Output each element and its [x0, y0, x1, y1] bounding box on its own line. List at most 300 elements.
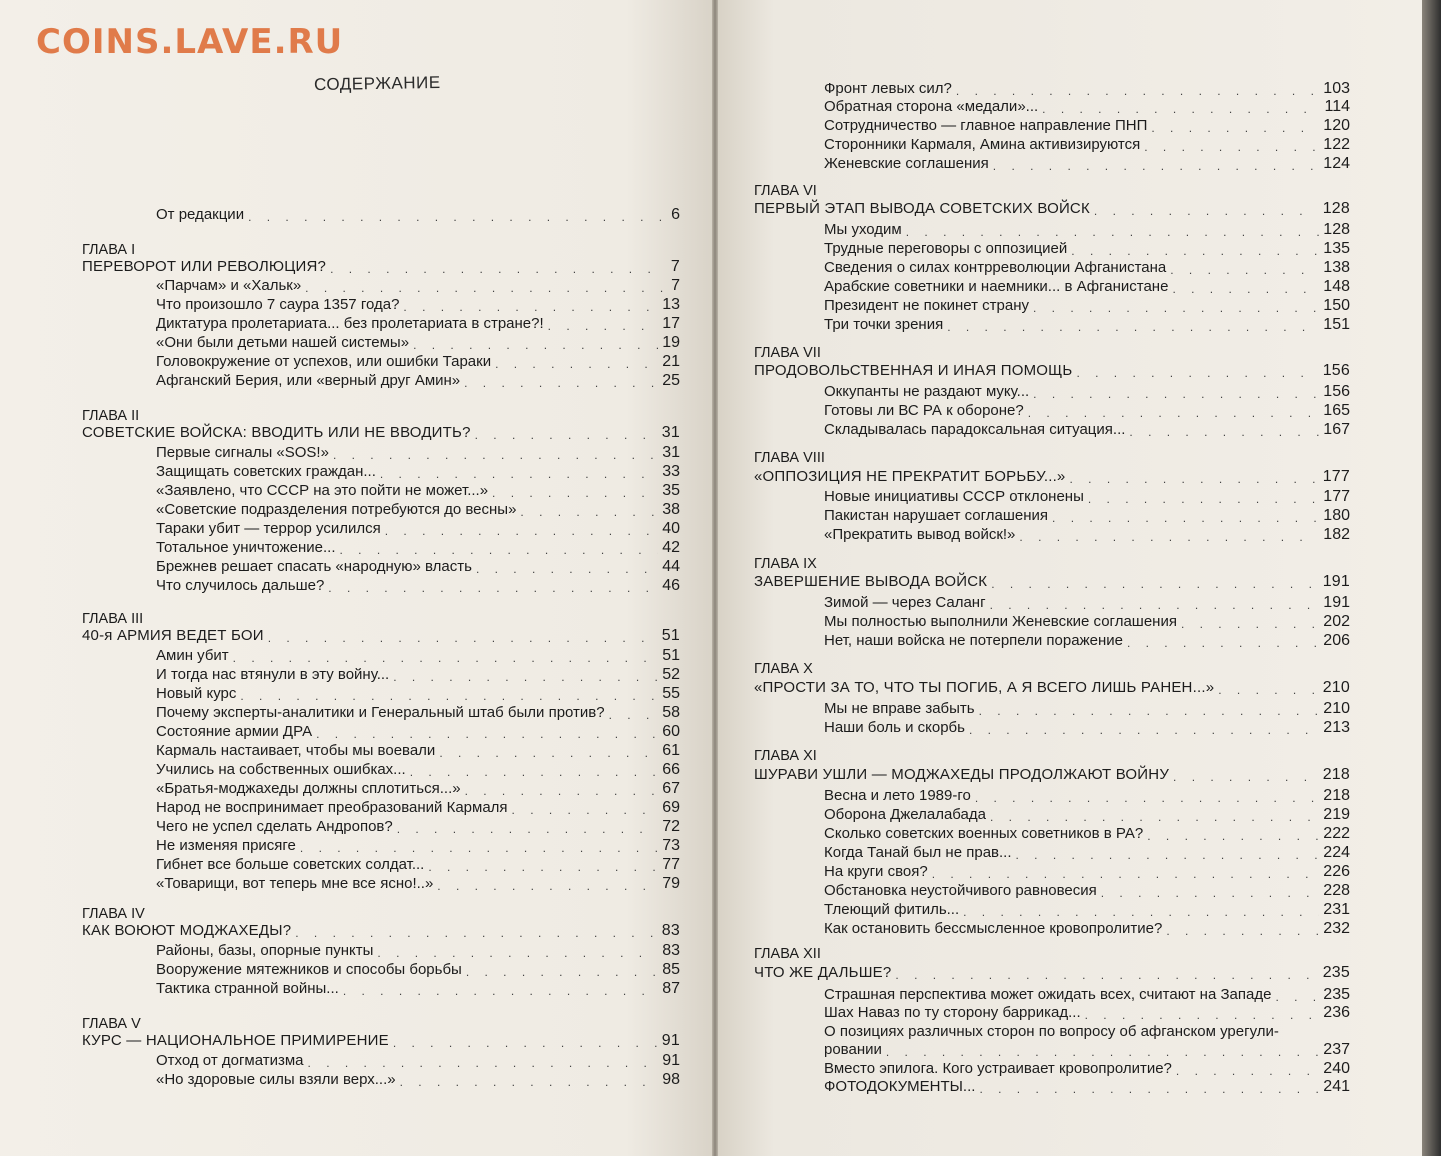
leader-dots — [305, 281, 667, 295]
entry-title: Пакистан нарушает соглашения — [824, 507, 1049, 524]
toc-entry — [156, 961, 680, 979]
page-number: 58 — [662, 704, 680, 721]
toc-entry — [156, 1071, 680, 1089]
toc-entry — [156, 577, 680, 595]
page-number: 222 — [1323, 825, 1350, 842]
entry-title: ГЛАВА XI — [754, 748, 817, 764]
leader-dots — [1173, 770, 1319, 784]
leader-dots — [520, 505, 658, 519]
toc-entry — [156, 520, 680, 538]
toc-entry — [824, 221, 1350, 239]
leader-dots — [410, 765, 659, 779]
entry-title: Почему эксперты-аналитики и Генеральный штаб были против? — [156, 704, 605, 721]
toc-entry — [824, 383, 1350, 401]
toc-entry — [156, 856, 680, 874]
page-number: 33 — [662, 463, 680, 480]
page-number: 21 — [662, 353, 680, 370]
toc-entry — [824, 488, 1350, 506]
entry-title: Тлеющий фитиль... — [824, 901, 960, 918]
page-number: 35 — [662, 482, 680, 499]
toc-title: СОДЕРЖАНИЕ — [313, 72, 441, 95]
leader-dots — [343, 984, 658, 998]
entry-title: Мы не вправе забыть — [824, 700, 975, 717]
chapter-label — [754, 945, 1350, 963]
page-number: 120 — [1323, 117, 1350, 134]
page-number: 226 — [1323, 863, 1350, 880]
leader-dots — [1071, 244, 1319, 258]
leader-dots — [393, 1036, 658, 1050]
toc-entry — [824, 787, 1350, 805]
leader-dots — [413, 338, 658, 352]
leader-dots — [465, 784, 659, 798]
page-number: 182 — [1323, 526, 1350, 543]
leader-dots — [333, 448, 658, 462]
leader-dots — [330, 262, 667, 276]
toc-entry — [156, 742, 680, 760]
page-number: 38 — [662, 501, 680, 518]
toc-entry — [824, 316, 1350, 334]
entry-title: ПРОДОВОЛЬСТВЕННАЯ И ИНАЯ ПОМОЩЬ — [754, 362, 1073, 379]
toc-entry — [824, 986, 1350, 1004]
toc-entry — [824, 297, 1350, 315]
page-number: 151 — [1323, 316, 1350, 333]
entry-title: ПЕРВЫЙ ЭТАП ВЫВОДА СОВЕТСКИХ ВОЙСК — [754, 200, 1090, 217]
toc-entry — [824, 1041, 1350, 1059]
toc-entry — [824, 80, 1350, 98]
toc-entry — [824, 278, 1350, 296]
chapter-title-row — [82, 258, 680, 276]
page-number: 72 — [662, 818, 680, 835]
leader-dots — [1042, 102, 1320, 116]
leader-dots — [397, 822, 658, 836]
toc-entry — [156, 666, 680, 684]
page-number: 122 — [1323, 136, 1350, 153]
entry-title: Мы полностью выполнили Женевские соглашения — [824, 613, 1177, 630]
entry-title: ГЛАВА V — [82, 1016, 141, 1032]
toc-entry — [156, 463, 680, 481]
leader-dots — [328, 581, 658, 595]
entry-title: Женевские соглашения — [824, 155, 989, 172]
page-number: 42 — [662, 539, 680, 556]
leader-dots — [1019, 530, 1319, 544]
leader-dots — [969, 723, 1319, 737]
page-number: 73 — [662, 837, 680, 854]
chapter-title-row — [754, 964, 1350, 982]
page-number: 91 — [662, 1052, 680, 1069]
leader-dots — [1127, 636, 1319, 650]
page-number: 31 — [661, 424, 680, 441]
leader-dots — [428, 860, 658, 874]
page-number: 31 — [662, 444, 680, 461]
leader-dots — [1033, 387, 1319, 401]
leader-dots — [476, 562, 658, 576]
page-number: 51 — [662, 647, 680, 664]
toc-entry — [824, 1060, 1350, 1078]
page-number: 165 — [1323, 402, 1350, 419]
toc-entry — [156, 704, 680, 722]
entry-title: 40-я АРМИЯ ВЕДЕТ БОИ — [82, 627, 264, 644]
leader-dots — [1129, 425, 1319, 439]
leader-dots — [1088, 492, 1319, 506]
entry-title: Диктатура пролетариата... без пролетариата в стране?! — [156, 315, 544, 332]
chapter-label — [754, 555, 1350, 573]
leader-dots — [492, 486, 658, 500]
toc-entry — [156, 539, 680, 557]
entry-title: КУРС — НАЦИОНАЛЬНОЕ ПРИМИРЕНИЕ — [82, 1032, 389, 1049]
entry-title: ЗАВЕРШЕНИЕ ВЫВОДА ВОЙСК — [754, 573, 988, 590]
entry-title: Тотальное уничтожение... — [156, 539, 336, 556]
entry-title: Нет, наши войска не потерпели поражение — [824, 632, 1123, 649]
page-number: 156 — [1323, 383, 1350, 400]
entry-title: На круги своя? — [824, 863, 928, 880]
entry-title: СОВЕТСКИЕ ВОЙСКА: ВВОДИТЬ ИЛИ НЕ ВВОДИТЬ? — [82, 424, 471, 441]
entry-title: ЧТО ЖЕ ДАЛЬШЕ? — [754, 964, 892, 981]
entry-title: Гибнет все больше советских солдат... — [156, 856, 425, 873]
page-number: 167 — [1323, 421, 1350, 438]
chapter-title-row — [754, 766, 1350, 784]
entry-title: Состояние армии ДРА — [156, 723, 313, 740]
entry-title: Головокружение от успехов, или ошибки Тараки — [156, 353, 492, 370]
entry-title: Афганский Берия, или «верный друг Амин» — [156, 372, 461, 389]
page-edge — [1422, 0, 1441, 1156]
toc-entry — [824, 117, 1350, 135]
toc-entry — [824, 806, 1350, 824]
chapter-label — [754, 182, 1350, 200]
page-number: 52 — [662, 666, 680, 683]
entry-title: Как остановить бессмысленное кровопролитие? — [824, 920, 1163, 937]
leader-dots — [932, 867, 1320, 881]
leader-dots — [991, 577, 1318, 591]
page-number: 236 — [1323, 1004, 1350, 1021]
leader-dots — [1144, 140, 1319, 154]
page-number: 206 — [1323, 632, 1350, 649]
page-number: 19 — [662, 334, 680, 351]
page-number: 237 — [1323, 1041, 1350, 1058]
page-number: 177 — [1323, 488, 1350, 505]
page-number: 124 — [1323, 155, 1350, 172]
page-number: 202 — [1323, 613, 1350, 630]
leader-dots — [268, 631, 658, 645]
toc-entry — [824, 700, 1350, 718]
entry-title: Вооружение мятежников и способы борьбы — [156, 961, 462, 978]
entry-title: ГЛАВА XII — [754, 946, 821, 962]
page-number: 46 — [662, 577, 680, 594]
leader-dots — [990, 810, 1319, 824]
entry-title: Мы уходим — [824, 221, 902, 238]
leader-dots — [609, 708, 659, 722]
entry-title: Тактика странной войны... — [156, 980, 339, 997]
toc-entry — [824, 863, 1350, 881]
toc-entry — [824, 1004, 1350, 1022]
leader-dots — [248, 210, 667, 224]
toc-entry — [156, 296, 680, 314]
entry-title: Сторонники Кармаля, Амина активизируются — [824, 136, 1141, 153]
leader-dots — [316, 727, 658, 741]
toc-entry — [156, 206, 680, 224]
entry-title: Оккупанты не раздают муку... — [824, 383, 1030, 400]
toc-entry — [824, 402, 1350, 420]
entry-title: Брежнев решает спасать «народную» власть — [156, 558, 472, 575]
entry-title: Районы, базы, опорные пункты — [156, 942, 374, 959]
toc-entry — [156, 647, 680, 665]
toc-entry — [824, 98, 1350, 116]
toc-entry — [156, 334, 680, 352]
page-number: 7 — [670, 258, 680, 275]
chapter-title-row — [82, 627, 680, 645]
toc-entry — [824, 882, 1350, 900]
entry-title: ГЛАВА X — [754, 661, 813, 677]
chapter-label — [82, 905, 680, 923]
entry-title: ГЛАВА VIII — [754, 450, 825, 466]
leader-dots — [1052, 511, 1319, 525]
toc-entry — [824, 1023, 1350, 1041]
entry-title: «Товарищи, вот теперь мне все ясно!..» — [156, 875, 434, 892]
leader-dots — [979, 1082, 1319, 1096]
page-number: 218 — [1323, 787, 1350, 804]
entry-title: Что случилось дальше? — [156, 577, 325, 594]
leader-dots — [1033, 301, 1319, 315]
entry-title: «Прекратить вывод войск!» — [824, 526, 1016, 543]
leader-dots — [886, 1045, 1319, 1059]
page-number: 180 — [1323, 507, 1350, 524]
page-number: 231 — [1323, 901, 1350, 918]
entry-title: Когда Танай был не прав... — [824, 844, 1012, 861]
toc-entry — [156, 723, 680, 741]
toc-entry — [156, 685, 680, 703]
toc-entry — [824, 136, 1350, 154]
leader-dots — [1176, 1064, 1319, 1078]
leader-dots — [990, 598, 1320, 612]
entry-title: Сведения о силах контрреволюции Афганистана — [824, 259, 1167, 276]
leader-dots — [979, 704, 1320, 718]
toc-entry — [824, 240, 1350, 258]
entry-title: «ОППОЗИЦИЯ НЕ ПРЕКРАТИТ БОРЬБУ...» — [754, 468, 1066, 485]
entry-title: Оборона Джелалабада — [824, 806, 986, 823]
toc-entry — [156, 558, 680, 576]
chapter-title-row — [754, 200, 1350, 218]
chapter-label — [754, 660, 1350, 678]
chapter-title-row — [754, 573, 1350, 591]
toc-entry — [156, 372, 680, 390]
page-number: 67 — [662, 780, 680, 797]
toc-entry — [824, 507, 1350, 525]
entry-title: ПЕРЕВОРОТ ИЛИ РЕВОЛЮЦИЯ? — [82, 258, 327, 275]
entry-title: Учились на собственных ошибках... — [156, 761, 406, 778]
leader-dots — [1275, 990, 1319, 1004]
page-number: 7 — [671, 277, 680, 294]
page-number: 69 — [662, 799, 680, 816]
leader-dots — [963, 905, 1319, 919]
entry-title: Складывалась парадоксальная ситуация... — [824, 421, 1126, 438]
entry-title: Обстановка неустойчивого равновесия — [824, 882, 1097, 899]
chapter-label — [82, 407, 680, 425]
right-page — [718, 0, 1422, 1156]
entry-title: Президент не покинет страну — [824, 297, 1030, 314]
entry-title: Кармаль настаивает, чтобы мы воевали — [156, 742, 436, 759]
leader-dots — [377, 946, 658, 960]
leader-dots — [464, 376, 658, 390]
leader-dots — [385, 524, 658, 538]
entry-title: Вместо эпилога. Кого устраивает кровопролитие? — [824, 1060, 1172, 1077]
page-number: 240 — [1323, 1060, 1350, 1077]
page-number: 232 — [1323, 920, 1350, 937]
toc-entry — [156, 353, 680, 371]
page-number: 241 — [1323, 1078, 1350, 1095]
toc-entry — [824, 594, 1350, 612]
toc-entry — [824, 421, 1350, 439]
chapter-title-row — [82, 922, 680, 940]
leader-dots — [240, 689, 658, 703]
chapter-title-row — [754, 362, 1350, 380]
leader-dots — [1151, 121, 1319, 135]
page-number: 60 — [662, 723, 680, 740]
page-number: 40 — [662, 520, 680, 537]
leader-dots — [308, 1056, 659, 1070]
entry-title: Обратная сторона «медали»... — [824, 98, 1039, 115]
entry-title: Готовы ли ВС РА к обороне? — [824, 402, 1024, 419]
entry-title: Трудные переговоры с оппозицией — [824, 240, 1068, 257]
toc-entry — [156, 761, 680, 779]
entry-title: ГЛАВА I — [82, 242, 136, 258]
toc-entry — [824, 901, 1350, 919]
page-number: 85 — [662, 961, 680, 978]
toc-entry — [156, 780, 680, 798]
entry-title: Сколько советских военных советников в РА? — [824, 825, 1144, 842]
toc-entry — [156, 1052, 680, 1070]
chapter-title-row — [754, 679, 1350, 697]
leader-dots — [340, 543, 659, 557]
toc-entry — [156, 837, 680, 855]
leader-dots — [1170, 263, 1319, 277]
toc-entry — [824, 259, 1350, 277]
leader-dots — [393, 670, 658, 684]
leader-dots — [1147, 829, 1319, 843]
page-number: 51 — [661, 627, 680, 644]
page-number: 177 — [1322, 468, 1350, 485]
page-number: 213 — [1323, 719, 1350, 736]
leader-dots — [1166, 924, 1319, 938]
page-number: 79 — [662, 875, 680, 892]
leader-dots — [400, 1075, 659, 1089]
entry-title: ГЛАВА IV — [82, 906, 145, 922]
toc-entry — [824, 613, 1350, 631]
entry-title: Три точки зрения — [824, 316, 944, 333]
entry-title: Арабские советники и наемники... в Афганистане — [824, 278, 1169, 295]
page-number: 87 — [662, 980, 680, 997]
entry-title: Отход от догматизма — [156, 1052, 304, 1069]
chapter-label — [82, 610, 680, 628]
entry-title: Тараки убит — террор усилился — [156, 520, 381, 537]
page-number: 191 — [1322, 573, 1350, 590]
leader-dots — [975, 791, 1319, 805]
toc-entry — [156, 980, 680, 998]
page-number: 61 — [662, 742, 680, 759]
toc-entry — [824, 719, 1350, 737]
leader-dots — [475, 428, 658, 442]
leader-dots — [512, 803, 659, 817]
page-number: 44 — [662, 558, 680, 575]
page-number: 150 — [1323, 297, 1350, 314]
leader-dots — [956, 84, 1319, 98]
leader-dots — [1172, 282, 1319, 296]
leader-dots — [1016, 848, 1320, 862]
entry-title: И тогда нас втянули в эту войну... — [156, 666, 390, 683]
entry-title: Наши боль и скорбь — [824, 719, 965, 736]
page-number: 6 — [671, 206, 680, 223]
entry-title: «Советские подразделения потребуются до весны» — [156, 501, 517, 518]
chapter-title-row — [82, 1032, 680, 1050]
page-number: 128 — [1323, 221, 1350, 238]
toc-entry — [156, 277, 680, 295]
page-number: 114 — [1324, 98, 1350, 115]
entry-title: КАК ВОЮЮТ МОДЖАХЕДЫ? — [82, 922, 292, 939]
page-number: 135 — [1323, 240, 1350, 257]
page-number: 218 — [1322, 766, 1350, 783]
leader-dots — [895, 968, 1318, 982]
page-number: 91 — [661, 1032, 680, 1049]
page-number: 156 — [1322, 362, 1350, 379]
leader-dots — [906, 225, 1320, 239]
toc-entry — [156, 942, 680, 960]
entry-title: От редакции — [156, 206, 245, 223]
leader-dots — [1028, 406, 1320, 420]
entry-title: Не изменяя присяге — [156, 837, 296, 854]
page-number: 103 — [1323, 80, 1350, 97]
leader-dots — [1218, 683, 1318, 697]
leader-dots — [380, 467, 658, 481]
toc-entry — [824, 526, 1350, 544]
leader-dots — [1101, 886, 1320, 900]
page-number: 66 — [662, 761, 680, 778]
entry-title: Чего не успел сделать Андропов? — [156, 818, 393, 835]
entry-title: Шах Наваз по ту сторону баррикад... — [824, 1004, 1081, 1021]
leader-dots — [1076, 366, 1318, 380]
entry-title: ровании — [824, 1041, 882, 1058]
leader-dots — [993, 159, 1320, 173]
entry-title: «Братья-моджахеды должны сплотиться...» — [156, 780, 461, 797]
page-number: 83 — [662, 942, 680, 959]
toc-entry — [156, 818, 680, 836]
entry-title: «Парчам» и «Хальк» — [156, 277, 302, 294]
left-page — [0, 0, 712, 1156]
leader-dots — [295, 926, 658, 940]
page-number: 228 — [1323, 882, 1350, 899]
entry-title: Новый курс — [156, 685, 237, 702]
entry-title: Сотрудничество — главное направление ПНП — [824, 117, 1148, 134]
leader-dots — [403, 300, 658, 314]
page-number: 210 — [1322, 679, 1350, 696]
entry-title: Весна и лето 1989-го — [824, 787, 971, 804]
entry-title: «Заявлено, что СССР на это пойти не может...» — [156, 482, 489, 499]
page-number: 224 — [1323, 844, 1350, 861]
entry-title: Фронт левых сил? — [824, 80, 952, 97]
page-number: 235 — [1323, 986, 1350, 1003]
toc-entry — [824, 920, 1350, 938]
leader-dots — [1181, 617, 1319, 631]
leader-dots — [1069, 472, 1318, 486]
entry-title: ГЛАВА III — [82, 611, 144, 627]
page-number: 210 — [1323, 700, 1350, 717]
leader-dots — [300, 841, 658, 855]
entry-title: ГЛАВА VII — [754, 345, 821, 361]
entry-title: ГЛАВА IX — [754, 556, 817, 572]
watermark: COINS.LAVE.RU — [36, 22, 344, 62]
page-number: 128 — [1322, 200, 1350, 217]
entry-title: Зимой — через Саланг — [824, 594, 986, 611]
toc-entry — [824, 155, 1350, 173]
page-number: 148 — [1323, 278, 1350, 295]
leader-dots — [437, 879, 658, 893]
